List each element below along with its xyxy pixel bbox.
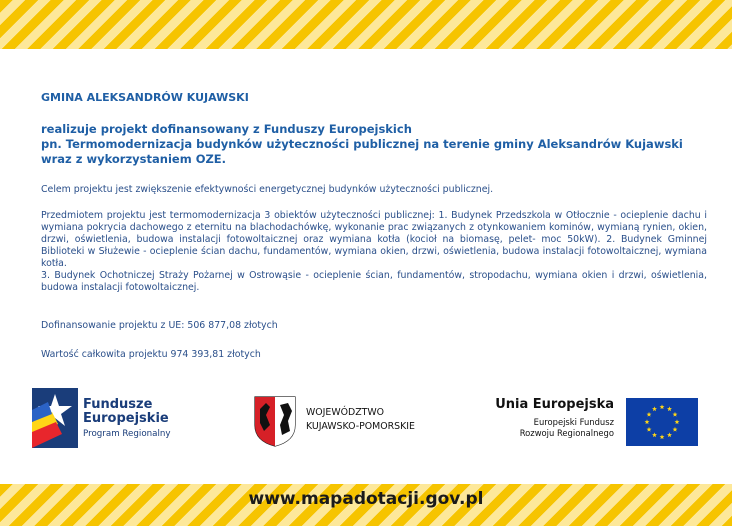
fe-logo [32,388,202,448]
wkp-logo-text [306,406,415,434]
coat-of-arms-icon [254,395,296,447]
organization-title: GMINA ALEKSANDRÓW KUJAWSKI [41,91,249,104]
project-line-3: wraz z wykorzystaniem OZE. [41,152,227,166]
project-goal: Celem projektu jest zwiększenie efektywności energetycznej budynków użyteczności publicznej. [41,184,494,195]
ue-logo [484,394,704,450]
fe-line-2: Europejskie [83,411,169,426]
fe-star-icon [32,388,78,448]
footer-url: www.mapadotacji.gov.pl [248,489,484,509]
wkp-line-2: KUJAWSKO-POMORSKIE [306,421,415,432]
ue-line-2: Europejski Fundusz [533,417,614,427]
eu-flag-icon [626,398,698,446]
subject-item-3: 3. Budynek Ochotniczej Straży Pożarnej w Ostrowąsie - ocieplenie ścian, fundamentów, stropodachu, wymiana okien i drzwi, oświetlenia, budowa instalacji fotowoltaicznej. [41,270,707,293]
ue-line-1: Unia Europejska [495,397,614,412]
ue-line-3: Rozwoju Regionalnego [519,428,614,438]
notice-card [14,49,718,484]
project-title [41,122,711,167]
eu-funding-amount: Dofinansowanie projektu z UE: 506 877,08 złotych [41,320,278,331]
fe-logo-text [83,398,171,440]
project-line-1: realizuje projekt dofinansowany z Funduszy Europejskich [41,122,412,136]
total-project-value: Wartość całkowita projektu 974 393,81 złotych [41,349,261,360]
fe-line-1: Fundusze [83,397,153,412]
ue-logo-text [484,397,614,439]
project-line-2: pn. Termomodernizacja budynków użyteczności publicznej na terenie gminy Aleksandrów Kujawski [41,137,683,151]
top-stripe-banner [0,0,732,49]
wkp-line-1: WOJEWÓDZTWO [306,407,385,418]
wkp-logo [254,395,454,447]
fe-line-3: Program Regionalny [83,429,171,439]
project-subject [41,210,707,294]
subject-items-1-2: Przedmiotem projektu jest termomodernizacja 3 obiektów użyteczności publicznej: 1. Budynek Przedszkola w Otłocznie - ocieplenie dachu i wymiana pokrycia dachowego z eternitu na blachodachówkę, wykonanie prac związanych z otynkowaniem kominów, wymianą rynien, okien, drzwi, oświetlenia, budowa instalacji fotowoltaicznej oraz wymiana kotła (kocioł na biomasę, pelet- moc 50kW). 2. Budynek Gminnej Biblioteki w Służewie - ocieplenie ścian dachu, fundamentów, wymiana okien, drzwi, oświetlenia, budowa instalacji fotowoltaicznej, wymiana kotła. [41,210,707,269]
